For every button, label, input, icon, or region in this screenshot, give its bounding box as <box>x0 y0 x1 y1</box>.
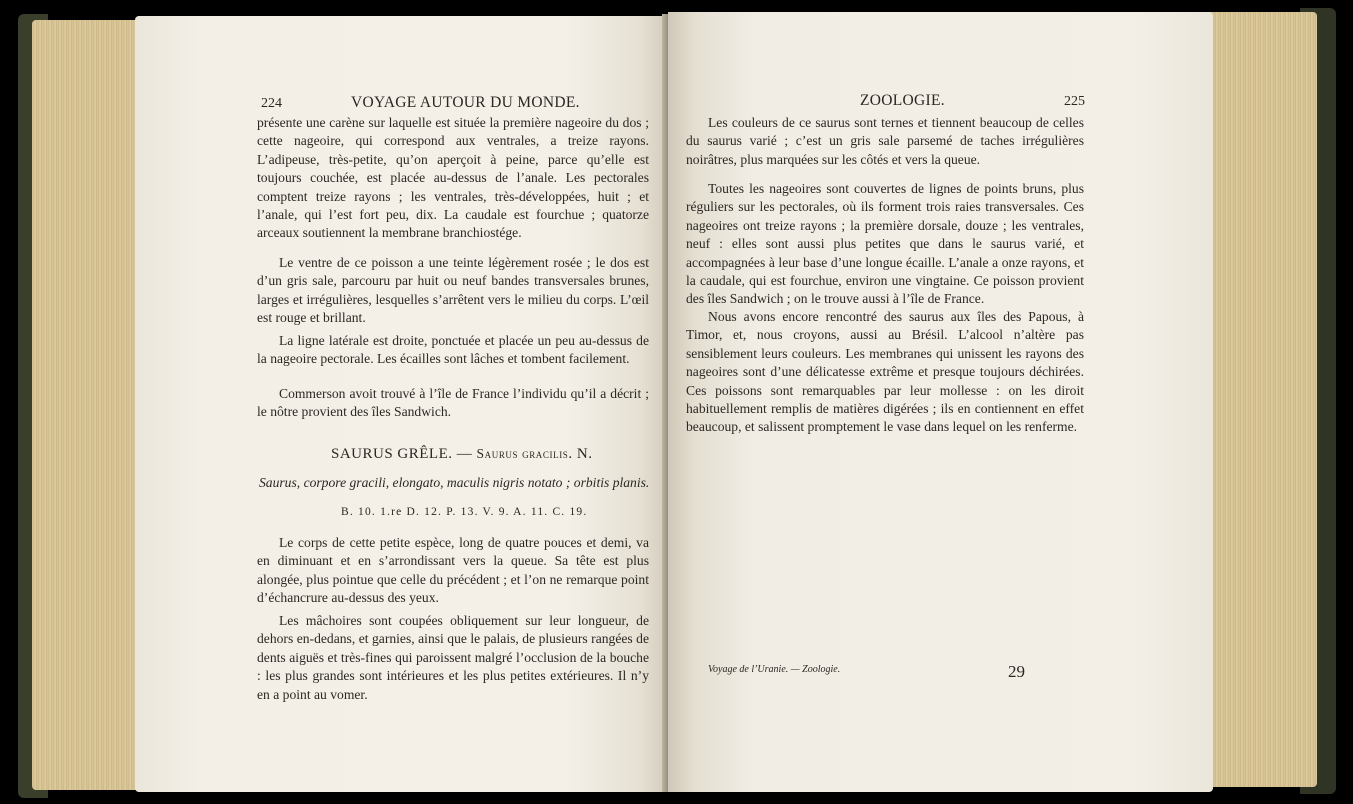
left-page-number: 224 <box>261 96 282 111</box>
signature-number: 29 <box>1008 662 1025 681</box>
species-title-end: . N. <box>568 446 593 462</box>
left-page <box>135 16 673 792</box>
right-paragraph-1: Les couleurs de ce saurus sont ternes et tiennent beaucoup de celles du saurus varié ; c’est un gris sale parsemé de taches irrégulières noirâtres, plus marquées sur les côtés et vers la queue. <box>686 115 1084 167</box>
left-paragraph-6: Les mâchoires sont coupées obliquement sur leur longueur, de dehors en-dedans, et garnies, ainsi que le palais, de plusieurs rangées de dents aiguës et très-fines qui paroissent malgré l’occlusion de la bouche : les plus grandes sont intérieures et les plus petites extérieures. Il n’y en a point au vomer. <box>257 613 649 702</box>
left-running-head: VOYAGE AUTOUR DU MONDE. <box>351 94 580 111</box>
page-edges-left <box>32 20 142 790</box>
left-paragraph-1: présente une carène sur laquelle est située la première nageoire du dos ; cette nageoire, qui correspond aux ventrales, a treize rayons. L’adipeuse, très-petite, qu’on aperçoit à peine, parce qu’elle est toujours couchée, est placée au-dessus de l’anale. Les pectorales comptent treize rayons ; les ventrales, très-développées, huit ; et l’anale, qui l’est fort peu, dix. La caudale est fourchue ; quatorze arceaux soutiennent la membrane branchiostége. <box>257 115 649 241</box>
species-title-main: SAURUS GRÊLE. — <box>331 446 473 462</box>
left-paragraph-5: Le corps de cette petite espèce, long de quatre pouces et demi, va en diminuant et en s’arrondissant vers la queue. Sa tête est plus alongée, plus pointue que celle du précédent ; et l’on ne remarque point d’échancrure au-dessus des yeux. <box>257 535 649 606</box>
latin-diagnosis: Saurus, corpore gracili, elongato, maculis nigris notato ; orbitis planis. <box>259 475 650 490</box>
species-title <box>331 446 593 463</box>
right-paragraph-3: Nous avons encore rencontré des saurus aux îles des Papous, à Timor, et, nous croyons, aussi au Brésil. L’alcool n’altère pas sensiblement leurs couleurs. Les membranes qui unissent les rayons des nageoires sont d’une délicatesse extrême et presque toujours déchirées. Ces poissons sont remarquables par leur mollesse : on les diroit habituellement remplis de matières digérées ; ils en contiennent en effet beaucoup, et salissent promptement le vase dans lequel on les renferme. <box>686 309 1084 435</box>
right-running-head: ZOOLOGIE. <box>860 92 945 109</box>
right-page-number: 225 <box>1064 94 1085 109</box>
page-edges-right <box>1205 12 1317 787</box>
right-page <box>668 12 1213 792</box>
footer-note: Voyage de l’Uranie. — Zoologie. <box>708 664 841 675</box>
left-paragraph-4: Commerson avoit trouvé à l’île de France l’individu qu’il a décrit ; le nôtre provient des îles Sandwich. <box>257 386 649 420</box>
left-paragraph-3: La ligne latérale est droite, ponctuée et placée un peu au-dessus de la nageoire pectorale. Les écailles sont lâches et tombent facilement. <box>257 333 649 367</box>
right-paragraph-2: Toutes les nageoires sont couvertes de lignes de points bruns, plus réguliers sur les pectorales, où ils forment trois raies transversales. Ces nageoires ont treize rayons ; la première dorsale, douze ; les ventrales, neuf : elles sont aussi plus petites que dans le saurus varié, et accompagnées à leur base d’une longue écaille. L’anale a onze rayons, et la caudale, qui est fourchue, environ une vingtaine. Ce poisson provient des îles Sandwich ; on le trouve aussi à l’île de France. <box>686 181 1084 307</box>
left-paragraph-2: Le ventre de ce poisson a une teinte légèrement rosée ; le dos est d’un gris sale, parcouru par huit ou neuf bandes transversales brunes, larges et irrégulières, lesquelles s’arrêtent vers le milieu du corps. L’œil est rouge et brillant. <box>257 255 649 326</box>
species-title-latin: Saurus gracilis <box>476 446 569 461</box>
fin-formula: B. 10. 1.re D. 12. P. 13. V. 9. A. 11. C. 19. <box>341 506 588 518</box>
